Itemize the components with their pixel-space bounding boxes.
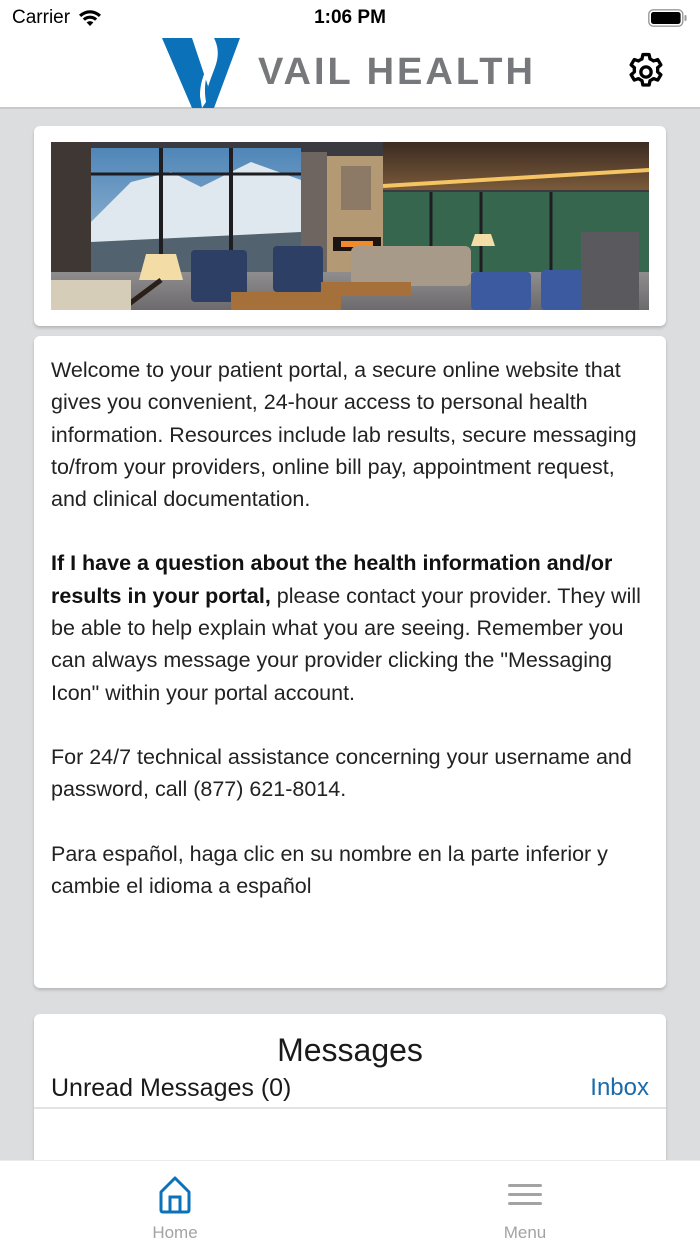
home-icon [156, 1175, 194, 1215]
carrier-label: Carrier [12, 7, 71, 28]
welcome-card [34, 336, 666, 988]
clock: 1:06 PM [314, 7, 386, 28]
tab-menu-label: Menu [503, 1223, 547, 1242]
messages-divider [34, 1107, 666, 1109]
spanish-language-text: Para español, haga clic en su nombre en la parte inferior y cambie el idioma a español [51, 841, 608, 898]
messages-card [34, 1014, 666, 1174]
gear-icon[interactable] [624, 50, 668, 94]
question-info-text [51, 547, 649, 708]
app-header [0, 36, 700, 109]
hero-card [34, 126, 666, 326]
inbox-link[interactable]: Inbox [590, 1074, 649, 1101]
unread-messages-count: Unread Messages (0) [51, 1074, 292, 1102]
question-body: please contact your provider. They will be able to help explain what you are seeing. Remember you can always message your provider clicking the "Messaging Icon" within your portal account. [51, 583, 641, 705]
tab-home[interactable] [105, 1161, 245, 1244]
messages-title: Messages [277, 1032, 423, 1068]
hero-image-lounge [51, 142, 649, 310]
tab-menu[interactable] [455, 1161, 595, 1244]
vail-health-logo [162, 36, 542, 108]
bottom-tab-bar [0, 1160, 700, 1244]
vail-health-v-logo-icon [162, 36, 242, 108]
battery-full-icon [648, 9, 688, 27]
logo-wordmark: VAIL HEALTH [258, 50, 536, 93]
hamburger-menu-icon [506, 1175, 544, 1215]
question-heading: If I have a question about the health information and/or results in your portal, [51, 551, 613, 608]
welcome-intro-text: Welcome to your patient portal, a secure online website that gives you convenient, 24-hour access to personal health information. Resources include lab results, secure messaging to/from your providers, online bill pay, appointment request, and clinical documentation. [51, 358, 637, 512]
status-bar [0, 0, 700, 36]
tech-support-text: For 24/7 technical assistance concerning your username and password, call (877) 621-8014. [51, 744, 632, 802]
tab-home-label: Home [152, 1223, 198, 1242]
